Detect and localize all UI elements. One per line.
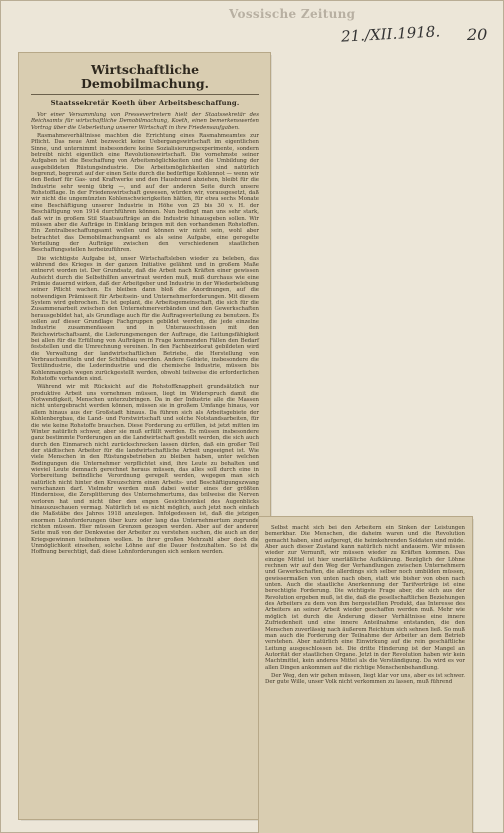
article-paragraph: Vor einer Versammlung von Pressevertretern hielt der Staatssekretär des Reichsamts für wirtschaftliche Demobilmachung, Koeth, einen bemerkenswerten Vortrag über die Ueberleitung unserer Wirtschaft in ihre Friedensaufgaben. (31, 112, 259, 131)
article-subheadline: Staatssekretär Koeth über Arbeitsbeschaffung. (50, 99, 240, 107)
newspaper-masthead: Vossische Zeitung (229, 7, 356, 21)
continuation-paragraph: Der Weg, den wir gehen müssen, liegt klar vor uns, aber es ist schwer. Der gute Wille, unser Volk nicht verkommen zu lassen, muß führend (265, 672, 465, 686)
continuation-paragraph: Selbst macht sich bei den Arbeitern ein Sinken der Leistungen bemerkbar. Die Menschen, die daheim waren und die Revolution gemacht haben, sind aufgeregt, die heimkehrenden Soldaten sind müde. Aber auch dieser Zustand kann natürlich nicht andauern. Wir müssen wieder zur Vernunft, wir müssen wieder zu Kräften kommen. Das einzige Mittel ist hier unerläßliche Aufklärung. Bezüglich der Löhne rechnen wir auf den Weg der Verhandlungen zwischen Unternehmern und Gewerkschaften, die allerdings sich selber noch umbilden müssen, gewissermaßen von unten nach oben, statt wie bisher von oben nach unten. Auch die staatliche Anerkennung der Tarifverträge ist eine berechtigte Forderung. Die wichtigste Frage aber, die sich aus der Revolution ergeben muß, ist die, daß die gesellschaftlichen Beziehungen des Arbeiters zu dem von ihm hergestellten Produkt, das Interesse des Arbeiters an seiner Arbeit wieder geschaffen werden muß. Mehr wie möglich ist durch die Änderung dieser Verhältnisse eine innere Zufriedenheit und eine innere Anteilnahme entstanden, die den Menschen zuverlässig nach äußerem Reichtum sich sehnen ließ. So muß man auch die Forderung der Teilnahme der Arbeiter an dem Betrieb verstehen. Aber natürlich eine Einwirkung auf die rein geschäftliche Leitung ausgeschlossen ist. Die dritte Hinderung ist der Mangel an Autorität der staatlichen Organe. Jetzt in der Revolution haben wir kein Machtmittel, kein anderes Mittel als die Verständigung. Da wird es vor allen Dingen ankommen auf die richtige Menschenbehandlung. (265, 525, 465, 671)
article-clipping-main (19, 53, 270, 819)
article-paragraph: Während wir mit Rücksicht auf die Rohstoffknappheit grundsätzlich nur produktive Arbeit uns vornehmen müssen, liegt im Widerspruch damit die Notwendigkeit, Menschen unterzubringen. Da in der Industrie alle die Massen nicht untergebracht werden können, müssen sie in großem Umfange hinaus, vor allem hinaus aus der Großstadt hinaus. Da führen sich als Arbeitsgebiete der Kohlenbergbau, die Land- und Forstwirtschaft und solche Notstandsarbeiten, für die wie keine Rohstoffe brauchen. Diese Forderung zu erfüllen, ist jetzt mitten im Winter natürlich schwer, aber sie muß erfüllt werden. Es müssen insbesondere ganz bestimmte Forderungen an die Landwirtschaft gestellt werden, die sich auch durch den Einmarsch nicht zurückschrecken lassen dürfen, daß ein großer Teil der städtischen Arbeiter für die landwirtschaftliche Arbeit ungeeignet ist. Wie viele Menschen in den Rüstungsbetrieben zu bleiben haben, unter welchen Bedingungen die Unternehmer verpflichtet sind, ihre Leute zu behalten und wieviel Leute demnach gerechnet heraus müssen, das alles soll durch eine in Vorbereitung befindliche Verordnung geregelt werden, wegegen man sich natürlich nicht hinter den Kreuzschirm einen Arbeits- und Beschäftigungszwang verschanzen darf. Vielmehr werden muß dabei weiter eines der größten Hindernisse, die Zersplitterung des Unternehmertums, das teilweise die Nerven verloren hat und nicht über den engen Gesichtswinkel des Augenblicks hinauszuschauen vermag. Natürlich ist es nicht möglich, auch jetzt noch einfach die Maßstäbe des Jahres 1918 anzulegen. Infolgedessen ist, daß die jetzigen enormen Lohnforderungen über kurz oder lang das Unternehmertum zugrunde richten müssen. Hier müssen Grenzen gezogen werden. Aber auf der anderen Seite muß von der Denkweise der Arbeiter zu verstehen suchen, die auch an den Kriegsgewinnen teilnehmen wollen. In ihrer großen Mehrzahl aber doch die Unmöglichkeit einsehen, solche Löhne auf die Dauer festzuhalten. So ist die Hoffnung berechtigt, daß diese Lohnforderungen sich senken werden. (31, 384, 259, 556)
article-paragraph: Die wichtigste Aufgabe ist, unser Wirtschaftsleben wieder zu beleben, das während des Krieges in der ganzen Initiative gelähmt und in großem Maße entnervt worden ist. Der Grundsatz, daß die Arbeit nach Kräften einer gewissen Aufsicht durch die Selbsthilfen anvertraut werden muß, muß durchaus wie eine Prämie dauernd wirken, daß der Arbeitgeber und Industrie in der Wiederbelebung seiner Pflicht wachen. Es bleiben dann bloß die Anordnungen, auf die notwendigen Prämisseit für Arbeitsein- und Unternehmerforderungen. Mit diesem System wird gebrochen. Es ist geplant, die Arbeitsgemeinschaft, die sich für die Zusammenarbeit zwischen den Unternehmerverbänden und den Gewerkschaften herausgebildet hat, als Grundlage auch für die Auftragsverteilung zu benutzen. Es sollen auf dieser Grundlage Fachgruppen gebildet werden, die jede einzelne Industrie zusammenfassen und in Unterausschüssen mit den Reichswirtschaftsamt, die Lieferungsmengen der Auftrage, die Leitungsfähigkeit bei allen für die Erfüllung von Aufträgen in Frage kommenden Fällen den Bedarf feststellen und die Umrechnung vereinen. In den Fachbezirksrat gebildeten wird die Verwaltung der landwirtschaftlichen Betriebe, die Herstellung von Verbrauchsmitteln und der Schiffsbau werden. Andere Gebiete, insbesondere die Textilindustrie, die Lederindustrie und die chemische Industrie, müssen bis Kohlenmangels wegen zurückgestellt werden, obwohl teilweise die erforderlichen Rohstoffe vorhanden sind. (31, 255, 259, 383)
continuation-column (265, 525, 465, 688)
article-column (31, 63, 259, 558)
handwritten-date: 21./XII.1918. (340, 22, 441, 46)
article-headline: Wirtschaftliche Demobilmachung. (31, 63, 259, 95)
article-paragraph: Rasmahmeverhältnisse machten die Errichtung eines Rasmahmeamtes zur Pflicht. Das neue Amt bezweckt keine Uebergangswirtschaft im eigentlichen Sinne, und unternimmt insbesondere keine Sozialisierungsexperimente, sondern betreibt nicht eigentlich eine Revolutionswirtschaft. Die vornehmste seiner Aufgaben ist die Beschaffung von Arbeitsmöglichkeiten und die Umbildung der ausgebildeten Rüstungsindustrie. Die Arbeitsmöglichkeiten sind natürlich begrenzt, begrenzt auf der einen Seite durch die bedürftige Kohlennot — wenn wir den Bedarf für Gas- und Kraftwerke und den Hausbrand abziehen, bleibt für die Industrie sehr wenig übrig —, und auf der anderen Seite durch unsere Rohstofflage. In der Friedenswirtschaft gewesen, würden wir, vorausgesetzt, daß wir nicht die ungemünzten Kohlenschwierigkeiten hätten, für etwa sechs Monate eine Beschäftigung unserer Industrie in Höhe von 25 bis 30 v. H. der Beschäftigung von 1914 durchführen können. Nun bedingt man uns sehr stark, daß wir in großem Stil Staatsaufträge an die Industrie hinausgeben sollen. Wir müssen aber die Aufträge in Einklang bringen mit den vorhandenen Rohstoffen. Ein Zentralbeschaffungsamt wollen und können wir nicht sein, wohl aber betrachtet das Demobilmachungsamt es als seine Aufgabe, eine geregelte Verteilung der Aufträge zwischen den verschiedenen staatlichen Beschaffungsstellen herbeizuführen. (31, 133, 259, 254)
article-clipping-continuation (259, 517, 472, 833)
handwritten-page-number: 20 (467, 25, 488, 44)
